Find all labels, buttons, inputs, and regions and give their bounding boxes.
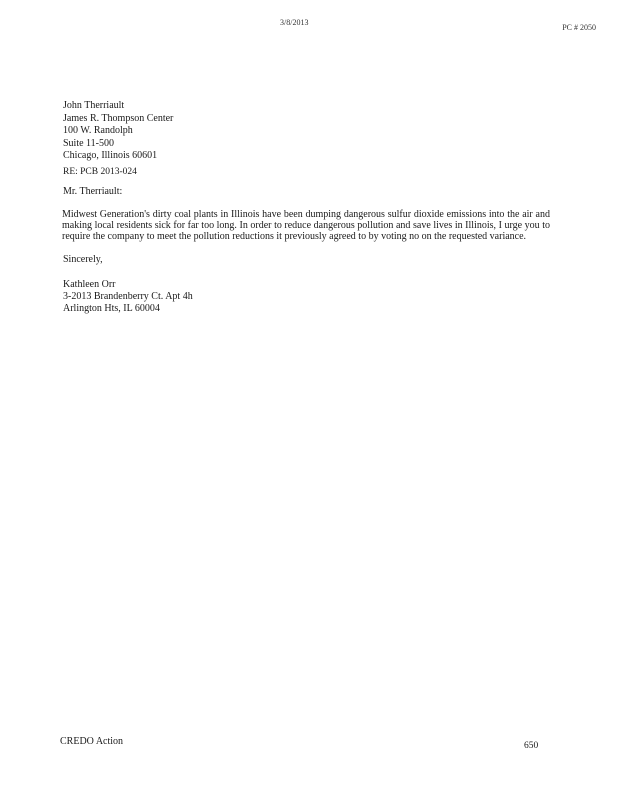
header-docket-number: PC # 2050 <box>562 23 596 32</box>
recipient-suite: Suite 11-500 <box>63 137 115 149</box>
re-line: RE: PCB 2013-024 <box>63 167 137 177</box>
recipient-address <box>63 100 173 163</box>
header-date: 3/8/2013 <box>280 18 309 27</box>
letter-body: Midwest Generation's dirty coal plants in Illinois have been dumping dangerous sulfur dioxide emissions into the air and making local residents sick for far too long. In order to reduce dangerous pollution and save lives in Illinois, I urge you to require the company to meet the pollution reductions it previously agreed to by voting no on the requested variance. <box>62 209 550 242</box>
recipient-building: James R. Thompson Center <box>63 112 174 124</box>
closing: Sincerely, <box>63 254 103 265</box>
recipient-street: 100 W. Randolph <box>63 125 133 136</box>
sender-block <box>63 279 193 315</box>
footer-source: CREDO Action <box>60 736 124 747</box>
salutation: Mr. Therriault: <box>63 186 123 197</box>
sender-name: Kathleen Orr <box>63 279 116 290</box>
recipient-city-state-zip: Chicago, Illinois 60601 <box>63 150 158 161</box>
recipient-name: John Therriault <box>63 100 125 111</box>
footer-page-number: 650 <box>524 741 539 751</box>
sender-street: 3-2013 Brandenberry Ct. Apt 4h <box>63 291 193 302</box>
sender-city-state-zip: Arlington Hts, IL 60004 <box>63 303 160 314</box>
